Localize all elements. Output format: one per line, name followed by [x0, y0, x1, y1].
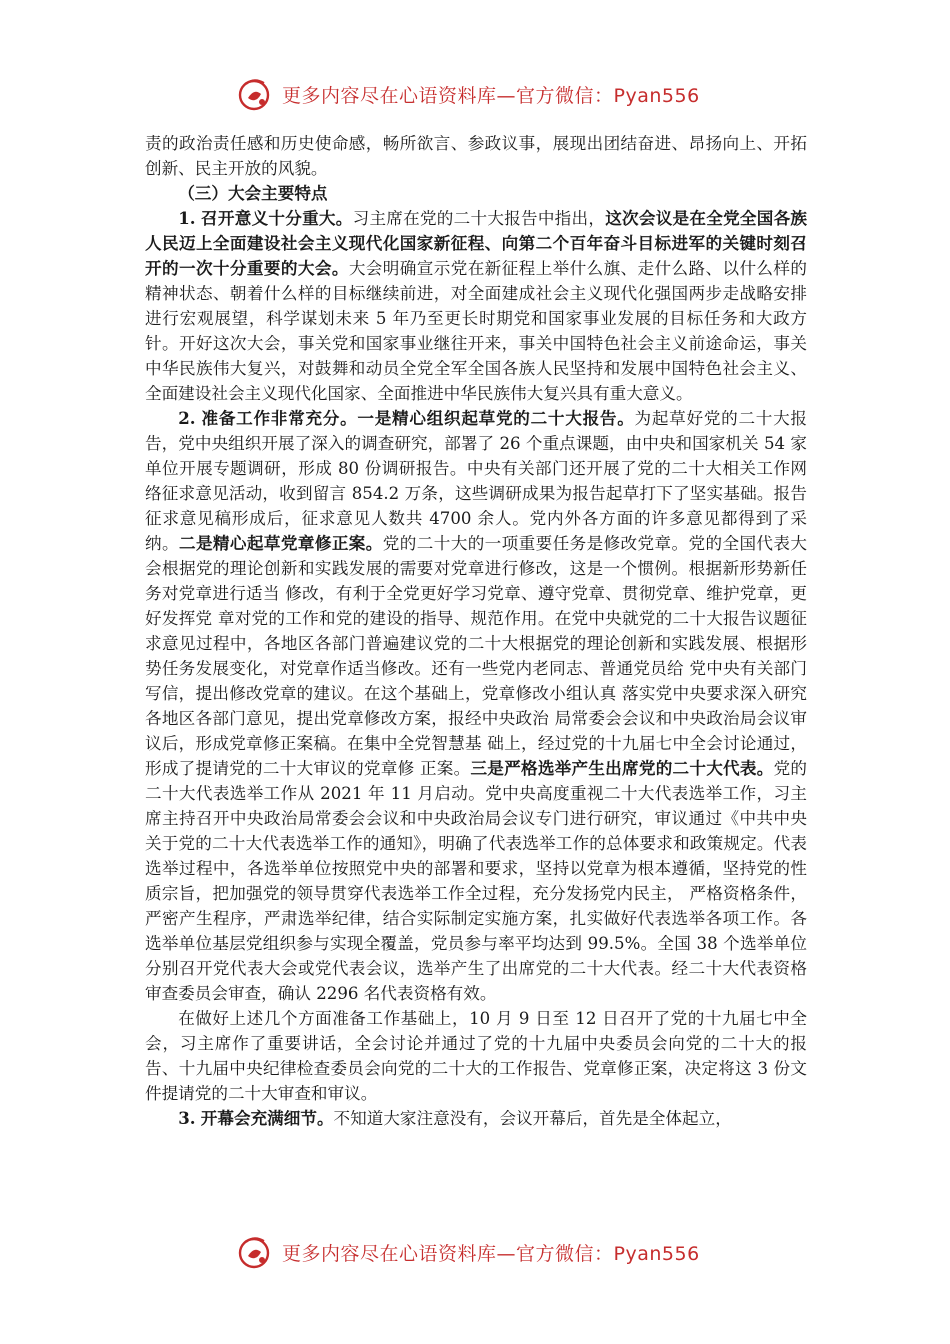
point-number: 2. — [178, 408, 196, 428]
emphasis-text: 这次会议是在全党全国各族人民迈上全面建设社会主义现代化国家新征程、向第二个百年奋斗目标进军的关键时刻召开的一次十分重要的大会。 — [145, 208, 808, 278]
body-text: 大会明确宣示党在新征程上举什么旗、走什么路、以什么样的精神状态、朝着什么样的目标继续前进，对全面建成社会主义现代化强国两步走战略安排进行宏观展望，科学谋划未来 5 年乃至更长时期党和国家事业发展的目标任务和大政方针。开好这次大会，事关党和国家事业继往开来，事关中国特色社会主义前途命运，事关中华民族伟大复兴，对鼓舞和动员全党全军全国各族人民坚持和发展中国特色社会主义、全面建设社会主义现代化国家、全面推进中华民族伟大复兴具有重大意义。 — [145, 259, 807, 403]
point-number: 1. — [178, 208, 196, 228]
watermark-text: 更多内容尽在心语资料库—官方微信：Pyan556 — [282, 84, 700, 107]
emphasis-text: 二是精心起草党章修正案。 — [178, 533, 383, 553]
point-title: 召开意义十分重大。 — [201, 208, 353, 228]
point-title: 开幕会充满细节。 — [200, 1108, 334, 1128]
paragraph-point-3 — [145, 1106, 807, 1131]
document-body — [145, 131, 807, 1131]
paragraph-point-1 — [145, 206, 807, 406]
body-text: 为起草好党的二十大报告，党中央组织开展了深入的调查研究，部署了 26 个重点课题，由中央和国家机关 54 家单位开展专题调研，形成 80 份调研报告。中央有关部门还开展了党的二十大相关工作网络征求意见活动，收到留言 854.2 万条，这些调研成果为报告起草打下了坚实基础。报告征求意见稿形成后，征求意见人数共 4700 余人。党内外各方面的许多意见都得到了采纳。 — [145, 409, 808, 553]
section-heading: （三）大会主要特点 — [178, 183, 328, 203]
brand-logo-icon — [234, 1232, 274, 1272]
paragraph-point-2 — [145, 406, 807, 1006]
watermark-text: 更多内容尽在心语资料库—官方微信：Pyan556 — [282, 1242, 700, 1265]
header-watermark-banner — [234, 74, 754, 114]
emphasis-text: 三是严格选举产生出席党的二十大代表。 — [470, 758, 774, 778]
body-text: 不知道大家注意没有，会议开幕后，首先是全体起立， — [333, 1109, 732, 1128]
body-text: 党的二十大代表选举工作从 2021 年 11 月启动。党中央高度重视二十大代表选举工作，习主席主持召开中央政治局常委会会议和中央政治局会议专门进行研究，审议通过《中共中央关于党的二十大代表选举工作的通知》，明确了代表选举工作的总体要求和政策规定。代表选举过程中，各选举单位按照党中央的部署和要求，坚持以党章为根本遵循，坚持党的性质宗旨，把加强党的领导贯穿代表选举工作全过程，充分发扬党内民主， 严格资格条件，严密产生程序，严肃选举纪律，结合实际制定实施方案，扎实做好代表选举各项工作。各选举单位基层党组织参与实现全覆盖，党员参与率平均达到 99.5%。全国 38 个选举单位分别召开党代表大会或党代表会议，选举产生了出席党的二十大代表。经二十大代表资格审查委员会审查，确认 2296 名代表资格有效。 — [145, 759, 808, 1003]
body-text: 党的二十大的一项重要任务是修改党章。党的全国代表大会根据党的理论创新和实践发展的需要对党章进行修改，这是一个惯例。根据新形势新任务对党章进行适当 修改，有利于全党更好学习党章、遵守党章、贯彻党章、维护党章，更好发挥党 章对党的工作和党的建设的指导、规范作用。在党中央就党的二十大报告议题征 求意见过程中，各地区各部门普遍建议党的二十大根据党的理论创新和实践发展、根据形势任务发展变化，对党章作适当修改。还有一些党内老同志、普通党员给 党中央有关部门写信，提出修改党章的建议。在这个基础上，党章修改小组认真 落实党中央要求深入研究各地区各部门意见，提出党章修改方案，报经中央政治 局常委会会议和中央政治局会议审议后，形成党章修正案稿。在集中全党智慧基 础上，经过党的十九届七中全会讨论通过，形成了提请党的二十大审议的党章修 正案。 — [145, 534, 807, 778]
point-number: 3. — [178, 1108, 196, 1128]
brand-logo-icon — [234, 74, 274, 114]
footer-watermark-banner — [234, 1232, 754, 1272]
body-text: 习主席在党的二十大报告中指出， — [352, 209, 606, 228]
paragraph-continuation: 责的政治责任感和历史使命感，畅所欲言、参政议事，展现出团结奋进、昂扬向上、开拓创新、民主开放的风貌。 — [145, 134, 807, 178]
paragraph-plenary: 在做好上述几个方面准备工作基础上，10 月 9 日至 12 日召开了党的十九届七中全会，习主席作了重要讲话，全会讨论并通过了党的十九届中央委员会向党的二十大的报告、十九届中央纪律检查委员会向党的二十大的工作报告、党章修正案，决定将这 3 份文件提请党的二十大审查和审议。 — [145, 1009, 807, 1103]
point-title: 准备工作非常充分。一是精心组织起草党的二十大报告。 — [201, 408, 635, 428]
